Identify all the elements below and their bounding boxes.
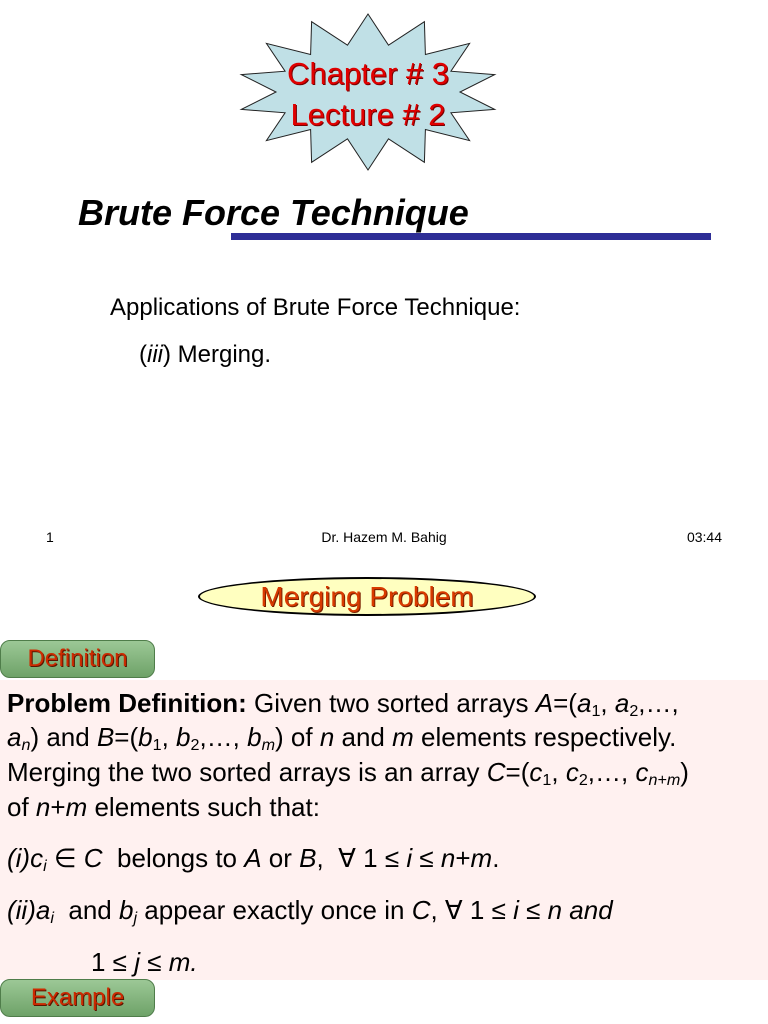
list-item-merging: (iii) Merging.: [139, 341, 272, 368]
definition-line-1: Problem Definition: Given two sorted arrays $A=(a_1$, $a_2,\dots$,: [7, 688, 679, 721]
problem-definition-label: Problem Definition:: [7, 688, 247, 718]
footer-author: Dr. Hazem M. Bahig: [321, 529, 447, 545]
condition-2-range: 1 ≤ j ≤ m.: [91, 947, 198, 977]
starburst-shape: [236, 12, 500, 172]
applications-heading: Applications of Brute Force Technique:: [110, 294, 521, 321]
slide-title: Brute Force Technique: [78, 192, 469, 233]
lecture-label: Lecture # 2: [290, 97, 446, 132]
example-tag: Example: [0, 979, 155, 1017]
item-numeral: iii: [147, 341, 163, 368]
definition-line-3: Merging the two sorted arrays is an array $C=(c_1$, $c_2,\dots$, $c_{n+m}$): [7, 757, 689, 790]
condition-2: $(ii)a_i$ and $b_j$ appear exactly once in C, ∀ 1 ≤ i ≤ n and: [7, 895, 613, 928]
definition-line-2: $a_n$) and $B=(b_1$, $b_2,\dots$, $b_m$) of n and m elements respectively.: [7, 722, 677, 755]
condition-1: $(i)c_i$ ∈ C belongs to A or B, ∀ 1 ≤ i ≤ n+m.: [7, 843, 500, 876]
merging-problem-label: Merging Problem: [260, 580, 474, 612]
merging-problem-heading: [198, 577, 536, 616]
footer-page-number: 1: [46, 529, 54, 545]
footer-time: 03:44: [686, 529, 722, 545]
definition-tag: Definition: [0, 640, 155, 678]
definition-line-4: of n+m elements such that:: [7, 792, 320, 822]
item-text: Merging.: [177, 341, 272, 368]
title-underline-rule: [231, 233, 711, 240]
chapter-label: Chapter # 3: [287, 56, 449, 91]
